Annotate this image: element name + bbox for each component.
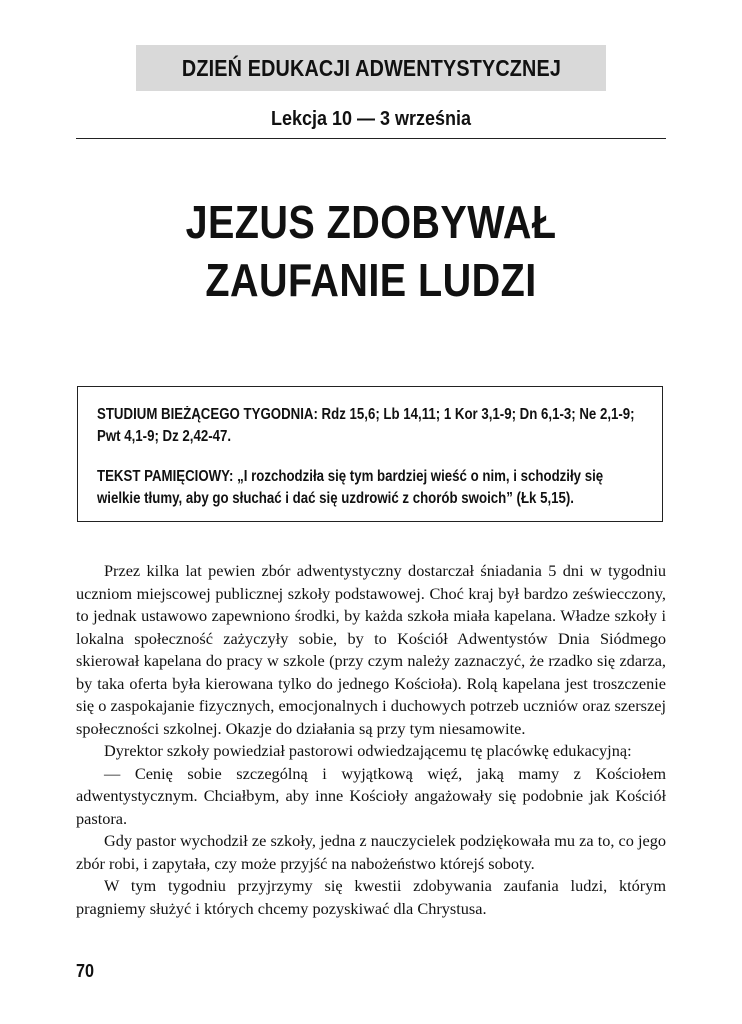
page-title-line-1: JEZUS ZDOBYWAŁ [185, 196, 557, 248]
body-paragraph: W tym tygodniu przyjrzymy się kwestii zdobywania zaufania ludzi, którym pragniemy służyć i których chcemy pozyskiwać dla Chrystusa. [76, 876, 666, 918]
section-header-title: DZIEŃ EDUKACJI ADWENTYSTYCZNEJ [181, 54, 561, 81]
study-info-text [97, 404, 644, 510]
header-divider [76, 138, 666, 139]
body-paragraph: Gdy pastor wychodził ze szkoły, jedna z nauczycielek podziękowała mu za to, co jego zbór robi, i zapytała, czy może przyjść na nabożeństwo którejś soboty. [76, 831, 666, 873]
study-info-box [77, 386, 663, 522]
weekly-study-references: STUDIUM BIEŻĄCEGO TYGODNIA: Rdz 15,6; Lb 14,11; 1 Kor 3,1-9; Dn 6,1-3; Ne 2,1-9; Pwt 4,1-9; Dz 2,42-47. [97, 406, 635, 445]
page-number: 70 [76, 961, 95, 981]
body-paragraph: Przez kilka lat pewien zbór adwentystyczny dostarczał śniadania 5 dni w tygodniu uczniom miejscowej publicznej szkoły podstawowej. Choć kraj był bardzo zeświecczony, to jednak ustawowo zapewniono środki, by każda szkoła miała kapelana. Władze szkoły i lokalna społeczność zażyczyły sobie, by to Kościół Adwentystów Dnia Siódmego skierował kapelana do pracy w szkole (przy czym należy zaznaczyć, że rzadko się zdarza, by taka oferta była kierowana tylko do jednego Kościoła). Rolą kapelana jest troszczenie się o zaspokajanie fizycznych, emocjonalnych i duchowych potrzeb uczniów oraz szerszej społeczności szkolnej. Okazje do działania są przy tym niesamowite. [76, 561, 666, 738]
page-title [117, 193, 624, 309]
lesson-subtitle: Lekcja 10 — 3 września [270, 108, 472, 130]
body-paragraph: — Cenię sobie szczególną i wyjątkową więź, jaką mamy z Kościołem adwentystycznym. Chciałbym, aby inne Kościoły angażowały się podobnie jak Kościół pastora. [76, 763, 666, 828]
memory-text: TEKST PAMIĘCIOWY: „I rozchodziła się tym bardziej wieść o nim, i schodziły się wielkie tłumy, aby go słuchać i dać się uzdrowić z chorób swoich” (Łk 5,15). [97, 468, 604, 507]
page-title-line-2: ZAUFANIE LUDZI [205, 254, 537, 306]
section-header-band [136, 45, 606, 91]
body-paragraph: Dyrektor szkoły powiedział pastorowi odwiedzającemu tę placówkę edukacyjną: [104, 741, 632, 760]
article-body [76, 560, 666, 920]
